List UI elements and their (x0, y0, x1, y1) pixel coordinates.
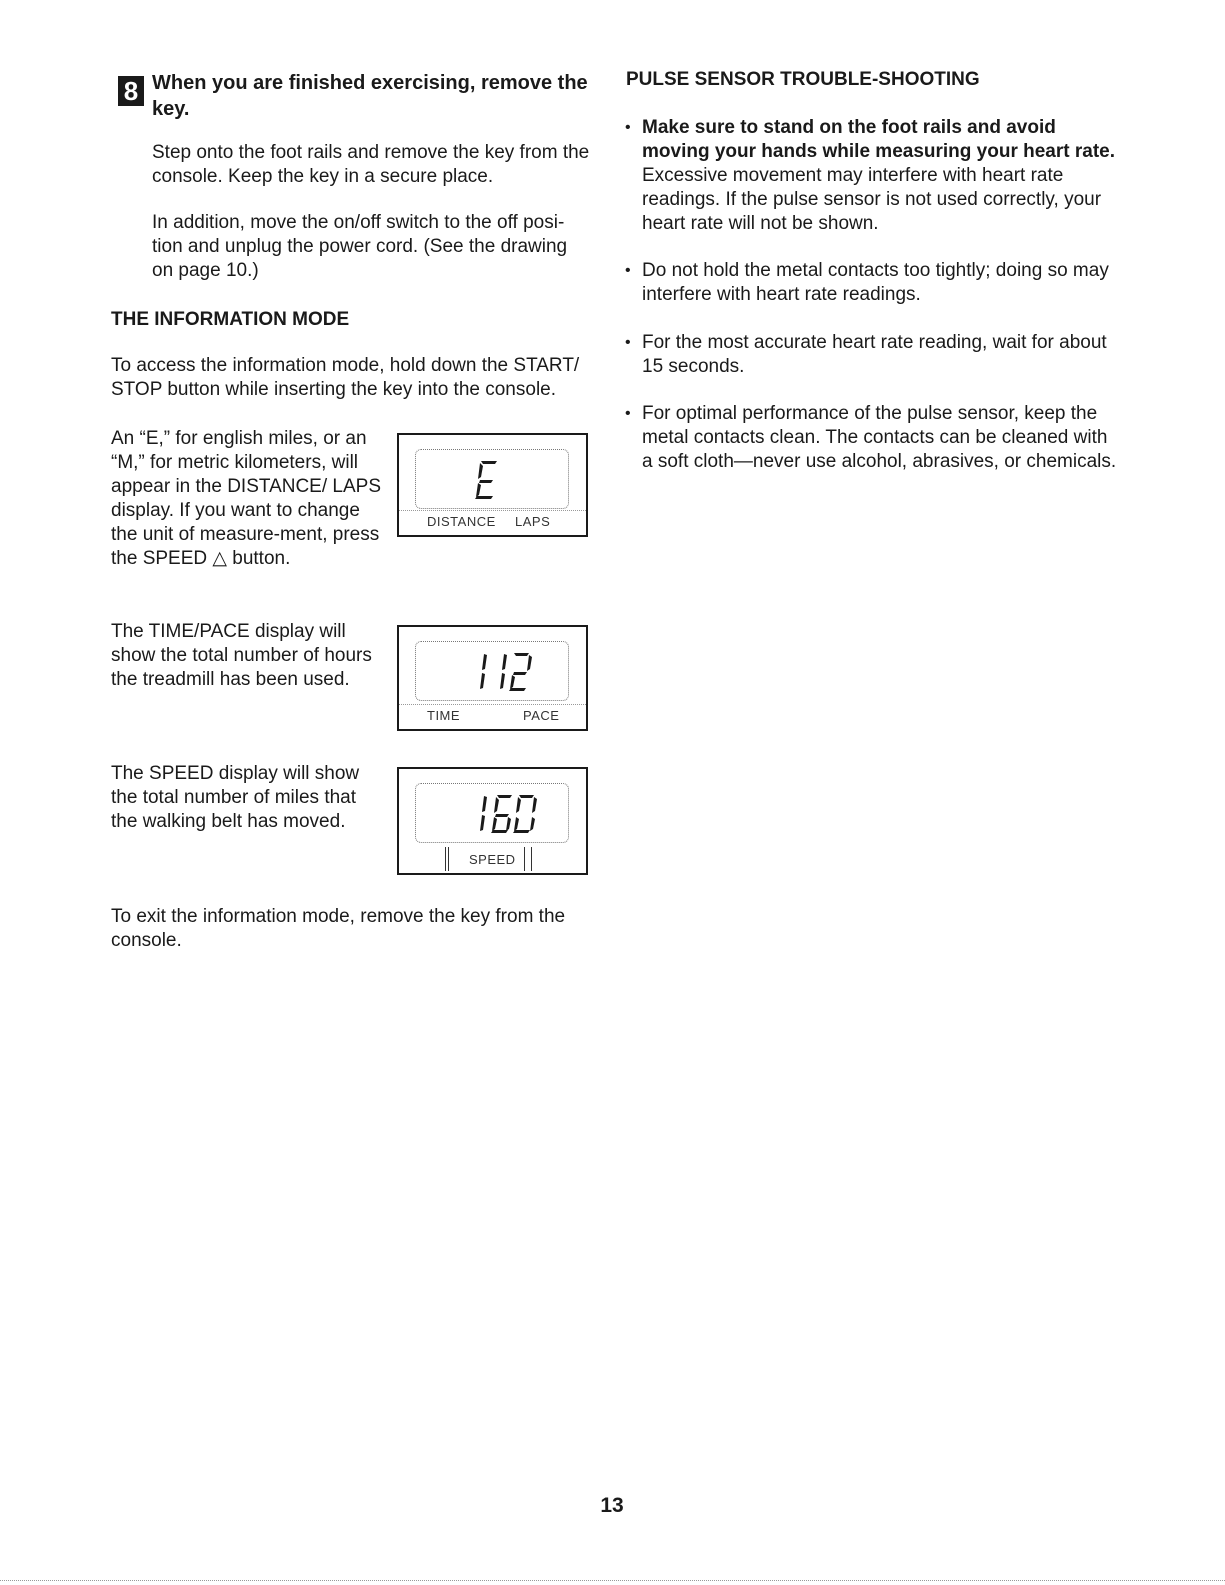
bullet-marker: • (625, 119, 631, 136)
label-laps: LAPS (515, 514, 551, 529)
label-speed: SPEED (469, 852, 516, 867)
bullet-marker: • (625, 262, 631, 279)
lcd-digits-160 (415, 783, 569, 843)
pulse-bullet-1 (642, 116, 1117, 236)
speed-bar-right (524, 847, 532, 871)
distance-display-description: An “E,” for english miles, or an “M,” for metric kilometers, will appear in the DISTANCE/ LAPS display. If you want to change the unit of measure-ment, press the SPEED △ button. (111, 428, 381, 569)
label-pace: PACE (523, 708, 560, 723)
pulse-bullet-4: For optimal performance of the pulse sensor, keep the metal contacts clean. The contacts can be cleaned with a soft cloth—never use alcohol, abrasives, or chemicals. (642, 403, 1117, 472)
exit-instructions: To exit the information mode, remove the key from the console. (111, 906, 566, 951)
lcd-label-bar (399, 704, 586, 727)
label-distance: DISTANCE (427, 514, 496, 529)
bottom-dotted-rule (0, 1580, 1225, 1581)
time-pace-display (397, 625, 588, 731)
pulse-bullet-2: Do not hold the metal contacts too tightly; doing so may interfere with heart rate readings. (642, 260, 1109, 305)
step-8-paragraph-2: In addition, move the on/off switch to the off posi-tion and unplug the power cord. (See the drawing on page 10.) (152, 212, 568, 281)
step-number-badge: 8 (118, 76, 144, 106)
lcd-label-bar (399, 510, 586, 533)
lcd-digits-e (415, 449, 569, 509)
distance-laps-display (397, 433, 588, 537)
lcd-digits-112 (415, 641, 569, 701)
bullet-marker: • (625, 405, 631, 422)
step-8-title: When you are finished exercising, remove the key. (152, 72, 588, 120)
pulse-bullet-1-bold: Make sure to stand on the foot rails and avoid moving your hands while measuring your heart rate. (642, 117, 1115, 162)
step-8-paragraph-1: Step onto the foot rails and remove the key from the console. Keep the key in a secure place. (152, 142, 590, 187)
info-mode-heading: THE INFORMATION MODE (111, 309, 350, 330)
pulse-bullet-1-text: Excessive movement may interfere with heart rate readings. If the pulse sensor is not used correctly, your heart rate will not be shown. (642, 165, 1102, 234)
page-number: 13 (600, 1494, 624, 1517)
pulse-sensor-heading: PULSE SENSOR TROUBLE-SHOOTING (626, 69, 980, 90)
info-mode-intro: To access the information mode, hold down the START/ STOP button while inserting the key into the console. (111, 355, 580, 400)
time-display-description: The TIME/PACE display will show the total number of hours the treadmill has been used. (111, 621, 372, 690)
bullet-marker: • (625, 334, 631, 351)
speed-display-description: The SPEED display will show the total number of miles that the walking belt has moved. (111, 763, 360, 832)
pulse-bullet-3: For the most accurate heart rate reading, wait for about 15 seconds. (642, 332, 1107, 377)
speed-bar-left (445, 847, 449, 871)
speed-display (397, 767, 588, 875)
label-time: TIME (427, 708, 461, 723)
lcd-label-bar (399, 849, 586, 871)
